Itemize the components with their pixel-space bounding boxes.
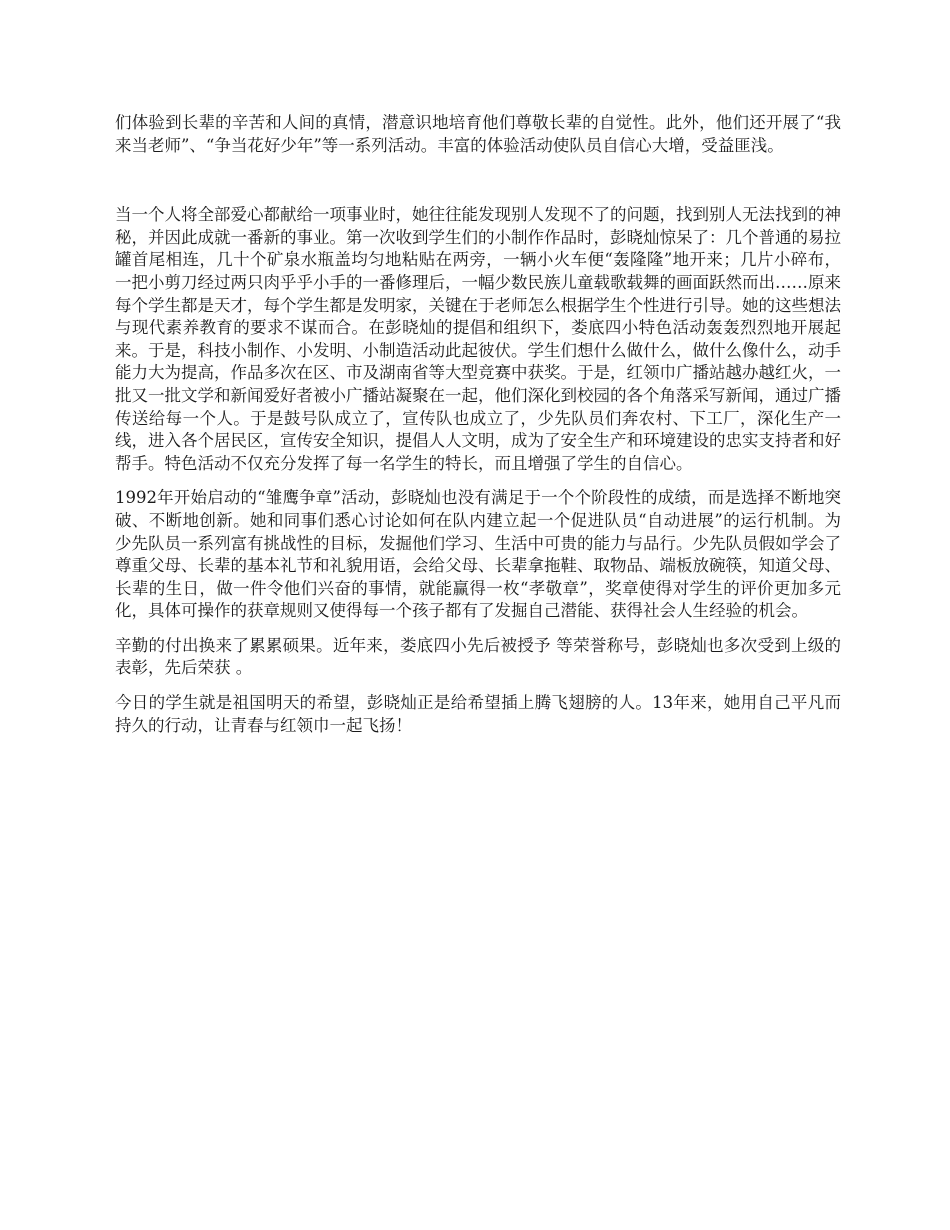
document-body xyxy=(115,112,841,749)
paragraph-4: 辛勤的付出换来了累累硕果。近年来，娄底四小先后被授予 等荣誉称号，彭晓灿也多次受到上级的表彰，先后荣获 。 xyxy=(115,635,841,678)
paragraph-3: 1992年开始启动的“雏鹰争章”活动，彭晓灿也没有满足于一个个阶段性的成绩，而是选择不断地突破、不断地创新。她和同事们悉心讨论如何在队内建立起一个促进队员“自动进展”的运行机制。为少先队员一系列富有挑战性的目标，发掘他们学习、生活中可贵的能力与品行。少先队员假如学会了尊重父母、长辈的基本礼节和礼貌用语，会给父母、长辈拿拖鞋、取物品、端板放碗筷，知道父母、长辈的生日，做一件令他们兴奋的事情，就能赢得一枚“孝敬章”，奖章使得对学生的评价更加多元化，具体可操作的获章规则又使得每一个孩子都有了发掘自己潜能、获得社会人生经验的机会。 xyxy=(115,488,841,621)
paragraph-1: 们体验到长辈的辛苦和人间的真情，潜意识地培育他们尊敬长辈的自觉性。此外，他们还开展了“我来当老师”、“争当花好少年”等一系列活动。丰富的体验活动使队员自信心大增，受益匪浅。 xyxy=(115,113,841,155)
paragraph-5: 今日的学生就是祖国明天的希望，彭晓灿正是给希望插上腾飞翅膀的人。13年来，她用自己平凡而持久的行动，让青春与红领巾一起飞扬！ xyxy=(115,693,841,735)
paragraph-2: 当一个人将全部爱心都献给一项事业时，她往往能发现别人发现不了的问题，找到别人无法找到的神秘，并因此成就一番新的事业。第一次收到学生们的小制作作品时，彭晓灿惊呆了：几个普通的易拉罐首尾相连，几十个矿泉水瓶盖均匀地粘贴在两旁，一辆小火车便“轰隆隆”地开来；几片小碎布，一把小剪刀经过两只肉乎乎小手的一番修理后，一幅少数民族儿童载歌载舞的画面跃然而出……原来每个学生都是天才，每个学生都是发明家，关键在于老师怎么根据学生个性进行引导。她的这些想法与现代素养教育的要求不谋而合。在彭晓灿的提倡和组织下，娄底四小特色活动轰轰烈烈地开展起来。于是，科技小制作、小发明、小制造活动此起彼伏。学生们想什么做什么，做什么像什么，动手能力大为提高，作品多次在区、市及湖南省等大型竞赛中获奖。于是，红领巾广播站越办越红火，一批又一批文学和新闻爱好者被小广播站凝聚在一起，他们深化到校园的各个角落采写新闻，通过广播传送给每一个人。于是鼓号队成立了，宣传队也成立了，少先队员们奔农村、下工厂，深化生产一线，进入各个居民区，宣传安全知识，提倡人人文明，成为了安全生产和环境建设的忠实支持者和好帮手。特色活动不仅充分发挥了每一名学生的特长，而且增强了学生的自信心。 xyxy=(115,205,841,473)
